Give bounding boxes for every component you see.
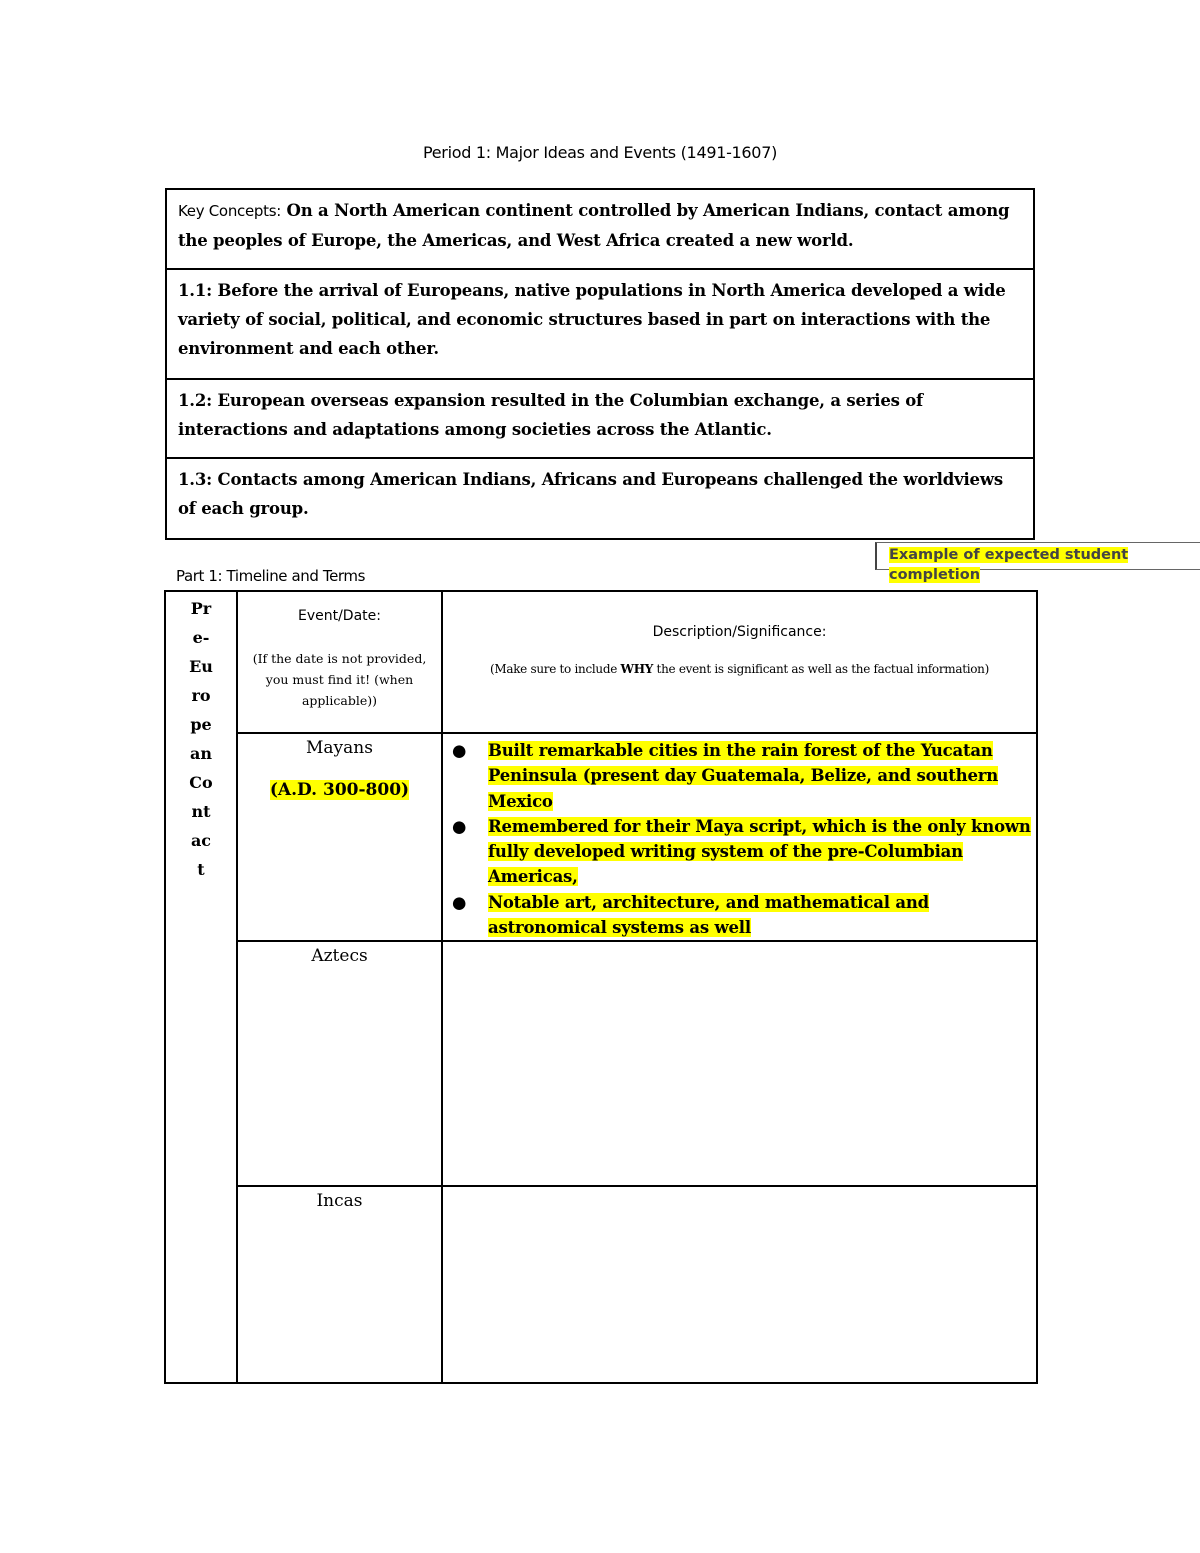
side-label-part: an	[190, 744, 212, 763]
bullet-icon: ●	[452, 741, 467, 760]
description-point: Built remarkable cities in the rain forest of the Yucatan Peninsula (present day Guatemala, Belize, and southern Mexico	[488, 741, 999, 811]
table-row	[165, 1186, 1037, 1383]
side-label-part: Pr	[190, 599, 212, 618]
example-note-box	[875, 542, 1200, 583]
description-cell-incas[interactable]	[442, 1186, 1037, 1383]
table-row	[165, 733, 1037, 941]
part-title: Part 1: Timeline and Terms	[176, 567, 366, 585]
concept-1-1: 1.1: Before the arrival of Europeans, native populations in North America developed a wide variety of social, political, and economic structures based in part on interactions with the environment and each other.	[167, 270, 1033, 380]
header-event	[237, 591, 442, 733]
side-label	[165, 591, 237, 1383]
concept-1-3: 1.3: Contacts among American Indians, Africans and Europeans challenged the worldviews of each group.	[178, 470, 1003, 518]
header-desc-sub	[443, 662, 1036, 676]
key-concepts-label: Key Concepts:	[178, 202, 281, 220]
event-cell-mayans	[237, 733, 442, 941]
bullet-icon: ●	[452, 892, 467, 912]
description-point: Remembered for their Maya script, which is the only known fully developed writing system of the pre-Columbian Americas,	[488, 816, 1031, 887]
side-label-part: t	[197, 860, 205, 879]
event-name: Mayans	[306, 738, 373, 758]
list-item	[452, 738, 1036, 814]
list-item	[452, 814, 1036, 890]
header-desc-sub-text: the event is significant as well as the factual information)	[653, 662, 989, 676]
key-concepts-box	[165, 188, 1035, 540]
description-cell-aztecs[interactable]	[442, 941, 1037, 1186]
header-desc-sub-text: (Make sure to include	[489, 662, 621, 676]
example-note: Example of expected student completion	[889, 547, 1129, 583]
event-cell-aztecs	[237, 941, 442, 1186]
bullet-icon: ●	[452, 816, 467, 836]
table-header-row	[165, 591, 1037, 733]
key-concepts-row	[167, 190, 1033, 270]
description-point: Notable art, architecture, and mathematical and astronomical systems as well	[488, 892, 929, 938]
header-desc-sub-why: WHY	[620, 662, 654, 676]
description-cell-mayans	[442, 733, 1037, 941]
table-row	[165, 941, 1037, 1186]
header-description	[442, 591, 1037, 733]
list-item	[452, 890, 1036, 941]
page-title: Period 1: Major Ideas and Events (1491-1607)	[422, 143, 778, 162]
side-label-part: nt	[191, 802, 211, 821]
description-list	[443, 738, 1036, 940]
side-label-part: ac	[190, 831, 212, 850]
side-label-part: Co	[189, 773, 213, 792]
side-label-part: ro	[191, 686, 211, 705]
event-cell-incas	[237, 1186, 442, 1383]
header-event-sub: (If the date is not provided, you must find it! (when applicable))	[252, 651, 427, 708]
concept-1-2: 1.2: European overseas expansion resulted in the Columbian exchange, a series of interactions and adaptations among societies across the Atlantic.	[167, 380, 1033, 459]
event-name: Incas	[316, 1191, 363, 1212]
side-label-part: e-	[192, 628, 210, 647]
event-date: (A.D. 300-800)	[269, 780, 410, 800]
key-concepts-text: On a North American continent controlled by American Indians, contact among the peoples of Europe, the Americas, and West Africa created a new world.	[178, 201, 1010, 250]
header-event-label: Event/Date:	[297, 608, 381, 624]
timeline-table	[164, 590, 1038, 1384]
header-desc-label: Description/Significance:	[652, 624, 827, 640]
side-label-part: pe	[190, 715, 212, 734]
side-label-part: Eu	[189, 657, 213, 676]
event-name: Aztecs	[311, 946, 368, 967]
